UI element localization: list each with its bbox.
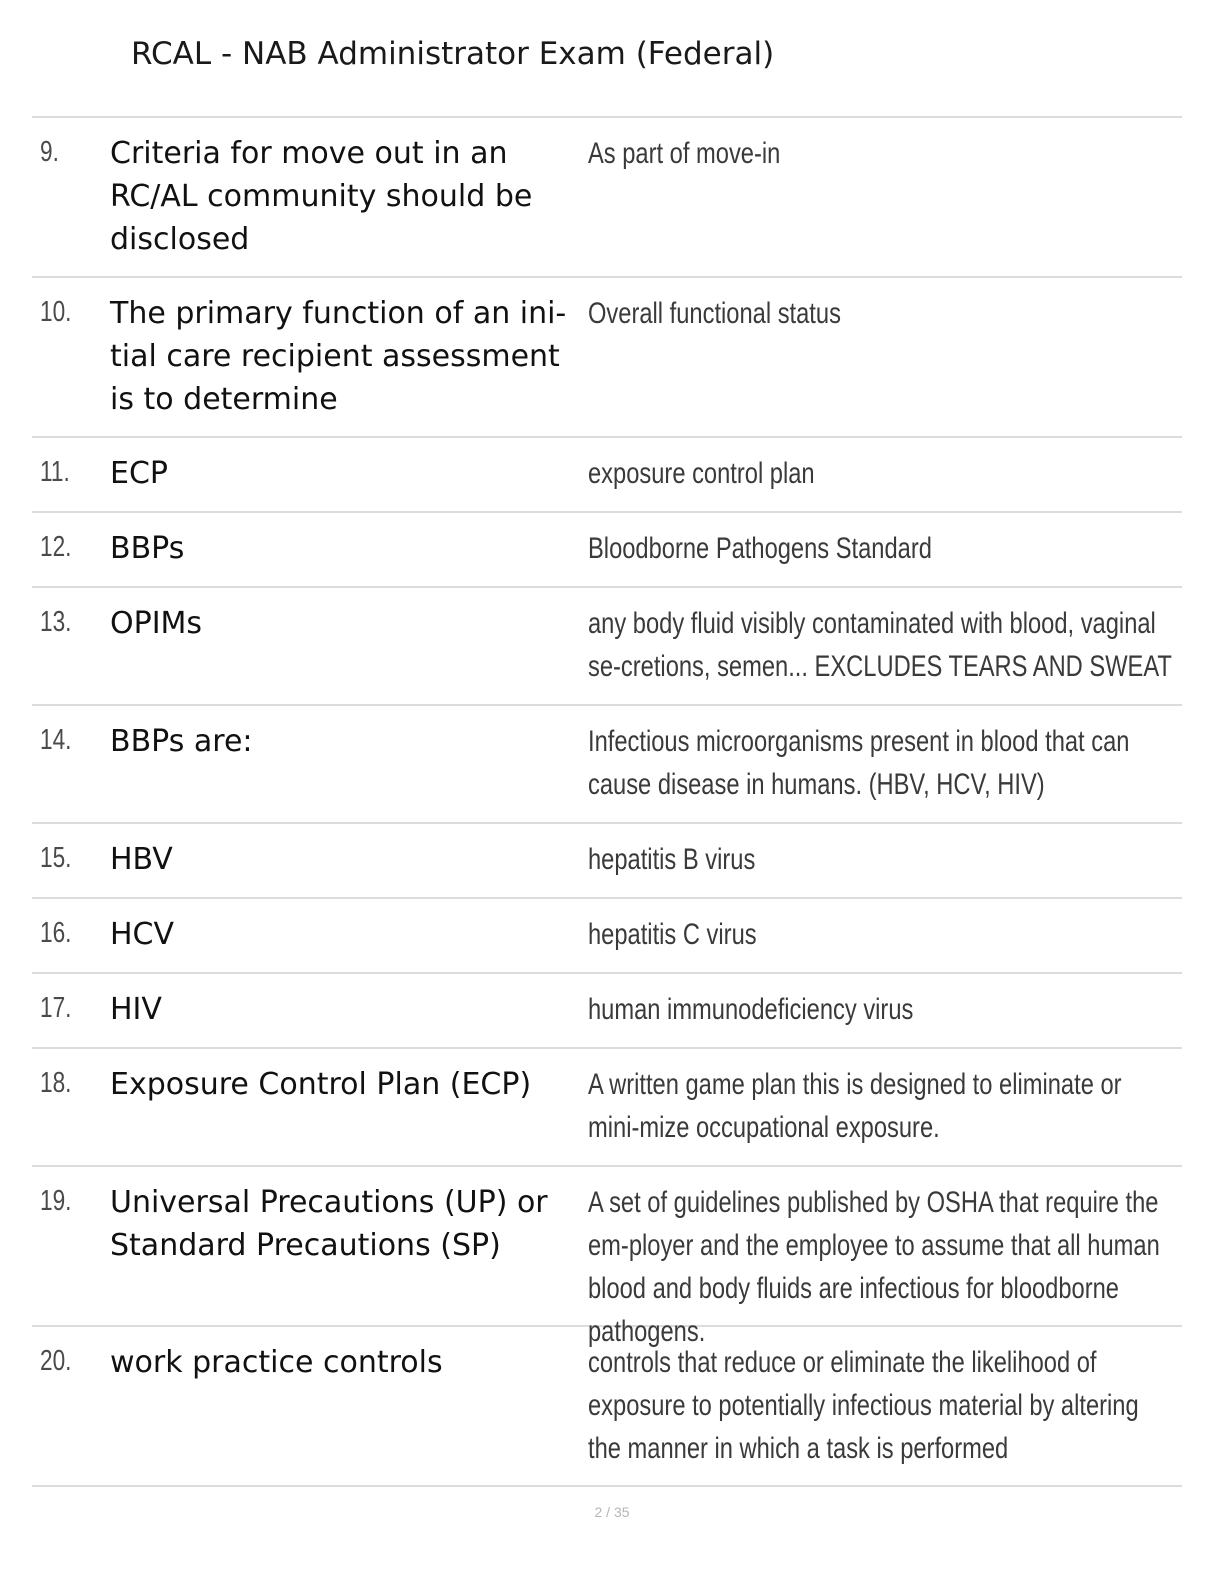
- card-number: 17.: [40, 992, 72, 1024]
- card-row: [32, 513, 1182, 588]
- card-term: BBPs are:: [110, 724, 253, 759]
- card-definition: Overall functional status: [588, 297, 841, 330]
- card-number: 11.: [40, 456, 70, 488]
- card-definition: hepatitis C virus: [588, 918, 757, 951]
- card-definition: human immunodeficiency virus: [588, 993, 914, 1026]
- card-definition: hepatitis B virus: [588, 843, 756, 876]
- card-row: [32, 438, 1182, 513]
- card-term: BBPs: [110, 531, 185, 566]
- card-definition: exposure control plan: [588, 457, 815, 490]
- card-number: 18.: [40, 1067, 72, 1099]
- card-number: 14.: [40, 724, 72, 756]
- card-row: [32, 706, 1182, 824]
- page-title: RCAL - NAB Administrator Exam (Federal): [131, 36, 775, 72]
- card-number: 16.: [40, 917, 72, 949]
- card-row: [32, 1049, 1182, 1167]
- card-number: 9.: [40, 136, 59, 168]
- card-definition: As part of move-in: [588, 137, 781, 170]
- card-term: Universal Precautions (UP) or Standard Precautions (SP): [110, 1185, 548, 1263]
- card-definition: Bloodborne Pathogens Standard: [588, 532, 932, 565]
- card-term: Exposure Control Plan (ECP): [110, 1067, 532, 1102]
- card-number: 20.: [40, 1345, 72, 1377]
- card-row: [32, 588, 1182, 706]
- card-term: work practice controls: [110, 1345, 443, 1380]
- card-row: [32, 899, 1182, 974]
- card-number: 10.: [40, 296, 72, 328]
- card-definition: Infectious microorganisms present in blood that can cause disease in humans. (HBV, HCV, HIV): [588, 725, 1130, 801]
- flashcard-list: [32, 116, 1182, 1487]
- card-number: 15.: [40, 842, 72, 874]
- card-row: [32, 1167, 1182, 1348]
- card-definition: controls that reduce or eliminate the likelihood of exposure to potentially infectious material by altering the manner in which a task is performed: [588, 1346, 1139, 1465]
- card-term: Criteria for move out in an RC/AL community should be disclosed: [110, 136, 533, 257]
- card-definition: any body fluid visibly contaminated with blood, vaginal se-cretions, semen... EXCLUDES TEARS AND SWEAT: [588, 607, 1172, 683]
- card-term: OPIMs: [110, 606, 203, 641]
- card-row: [32, 824, 1182, 899]
- card-term: ECP: [110, 456, 168, 491]
- card-row: [32, 1327, 1182, 1487]
- page-number: 2 / 35: [594, 1504, 630, 1520]
- card-term: HCV: [110, 917, 175, 952]
- card-definition: A set of guidelines published by OSHA that require the em-ployer and the employee to assume that all human blood and body fluids are infectious for bloodborne pathogens.: [588, 1186, 1160, 1348]
- card-row: [32, 118, 1182, 278]
- card-term: HIV: [110, 992, 162, 1027]
- card-term: The primary function of an ini-tial care recipient assessment is to determine: [110, 296, 567, 417]
- card-number: 13.: [40, 606, 72, 638]
- card-number: 12.: [40, 531, 72, 563]
- card-definition: A written game plan this is designed to eliminate or mini-mize occupational exposure.: [588, 1068, 1122, 1144]
- card-number: 19.: [40, 1185, 72, 1217]
- card-term: HBV: [110, 842, 173, 877]
- card-row: [32, 278, 1182, 438]
- card-row: [32, 974, 1182, 1049]
